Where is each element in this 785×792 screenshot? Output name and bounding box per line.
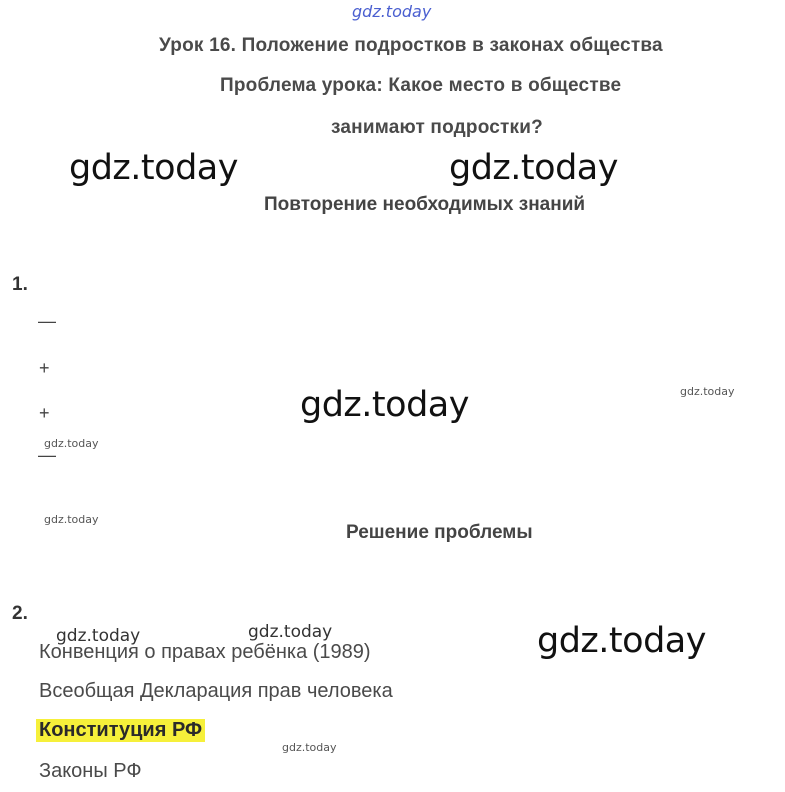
answer-item-1: Конвенция о правах ребёнка (1989) [39, 641, 371, 663]
lesson-title: Урок 16. Положение подростков в законах общества [159, 35, 663, 56]
watermark-large-3: gdz.today [300, 385, 469, 425]
section-solution-title: Решение проблемы [346, 522, 533, 543]
answer-item-3-highlighted: Конституция РФ [36, 719, 205, 742]
answer-item-2: Всеобщая Декларация прав человека [39, 680, 393, 702]
problem-line-1: Проблема урока: Какое место в обществе [220, 75, 622, 96]
answer-item-4: Законы РФ [39, 760, 142, 782]
watermark-medium-1: gdz.today [56, 626, 141, 646]
watermark-large-4: gdz.today [537, 621, 706, 661]
watermark-top: gdz.today [352, 2, 432, 21]
watermark-large-1: gdz.today [69, 148, 238, 188]
watermark-small-3: gdz.today [44, 513, 99, 526]
watermark-small-2: gdz.today [44, 437, 99, 450]
watermark-small-4: gdz.today [282, 741, 337, 754]
task-2-number: 2. [12, 603, 28, 624]
watermark-small-1: gdz.today [680, 385, 735, 398]
watermark-large-2: gdz.today [449, 148, 618, 188]
answer-mark-1: — [38, 311, 56, 331]
answer-mark-2: + [39, 358, 50, 378]
watermark-medium-2: gdz.today [248, 622, 333, 642]
task-1-number: 1. [12, 274, 28, 295]
answer-mark-3: + [39, 403, 50, 423]
section-repeat-title: Повторение необходимых знаний [264, 194, 586, 215]
answer-mark-4: — [38, 445, 56, 465]
problem-line-2: занимают подростки? [331, 117, 543, 138]
